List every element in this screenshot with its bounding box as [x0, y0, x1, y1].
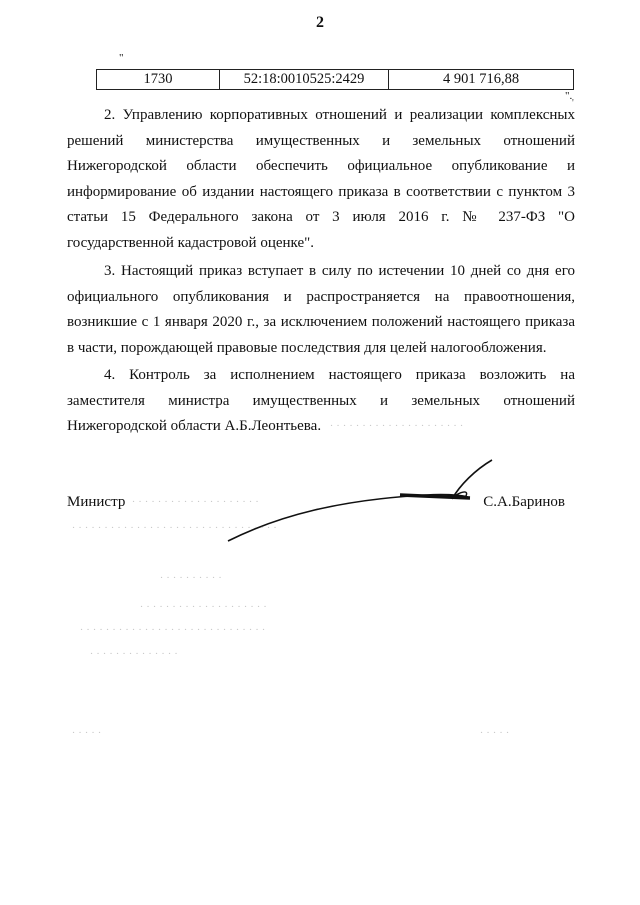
minister-title: Министр — [67, 494, 126, 510]
cadastral-value-cell: 4 901 716,88 — [389, 70, 574, 90]
bleed-through-text: · · · · · · · · · · · · · · · · · · · · · — [330, 420, 464, 432]
table-close-quote: ". — [565, 90, 573, 102]
scan-mark-icon: ' — [572, 98, 574, 109]
bleed-through-text: · · · · · · · · · · · · · · · · · · · · · · · · · · · · · · · · — [72, 522, 277, 534]
paragraph-2: 2. Управлению корпоративных отношений и реализации комплексных решений министерства имущественных и земельных отношений Нижегородской области обеспечить официальное опубликование и информирование об издании настоящего приказа в соответствии с пунктом 3 статьи 15 Федерального закона от 3 июля 2016 г. № 237-ФЗ "О государственной кадастровой оценке". — [67, 107, 575, 251]
paragraph-3: 3. Настоящий приказ вступает в силу по истечении 10 дней со дня его официального опубликования и распространяется на правоотношения, возникшие с 1 января 2020 г., за исключением положений настоящего приказа в части, порождающей правовые последствия для целей налогообложения. — [67, 263, 575, 356]
bleed-through-text: · · · · · · · · · · — [160, 572, 222, 584]
bleed-through-text: · · · · · · · · · · · · · · · · · · · · · · · · · · · · · — [80, 624, 266, 636]
bleed-through-text: · · · · · · · · · · · · · · · · · · · · — [140, 601, 267, 613]
paragraph-4: 4. Контроль за исполнением настоящего приказа возложить на заместителя министра имущественных и земельных отношений Нижегородской области А.Б.Леонтьева. — [67, 367, 575, 434]
minister-name: С.А.Баринов — [483, 494, 565, 510]
table-open-quote: " — [119, 52, 124, 64]
table-row — [97, 70, 574, 90]
bleed-through-text: · · · · · — [72, 727, 102, 739]
bleed-through-text: · · · · · · · · · · · · · · · · · · · · — [132, 496, 259, 508]
page-number: 2 — [316, 14, 324, 31]
bleed-through-text: · · · · · · · · · · · · · · — [90, 648, 178, 660]
cadastral-value-table — [96, 69, 574, 90]
bleed-through-text: · · · · · — [480, 727, 510, 739]
cadastral-number-cell: 52:18:0010525:2429 — [220, 70, 389, 90]
row-number-cell: 1730 — [97, 70, 220, 90]
